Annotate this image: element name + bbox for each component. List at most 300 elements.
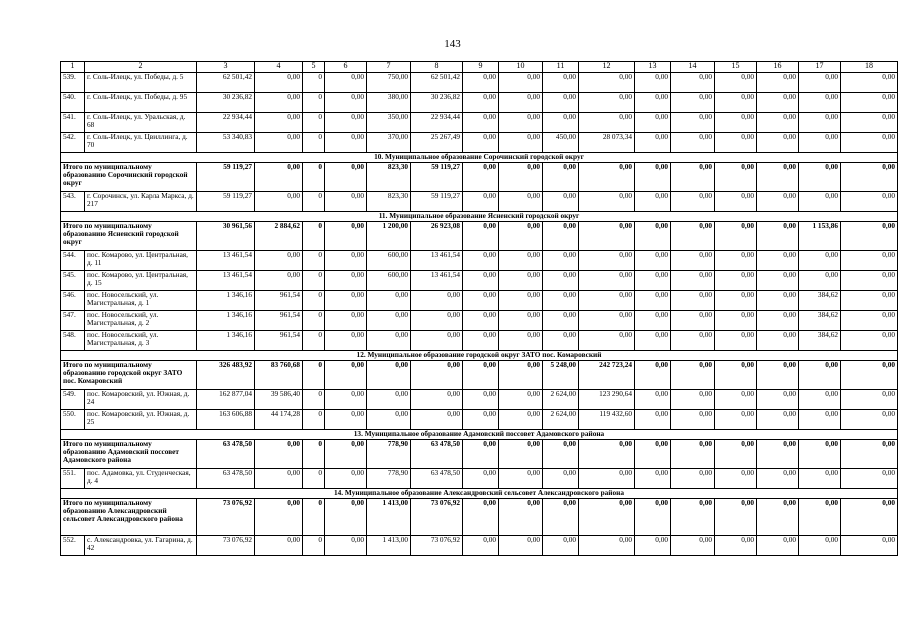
value-cell: 0,00 bbox=[671, 469, 715, 489]
value-cell: 30 236,82 bbox=[411, 93, 463, 113]
column-header: 7 bbox=[367, 62, 411, 73]
subtotal-cell: 0,00 bbox=[799, 440, 841, 469]
value-cell: 0,00 bbox=[841, 73, 898, 93]
subtotal-cell: 0,00 bbox=[325, 361, 367, 390]
value-cell: 39 586,40 bbox=[255, 390, 303, 410]
subtotal-cell: 0,00 bbox=[499, 499, 543, 536]
subtotal-cell: 0,00 bbox=[671, 440, 715, 469]
value-cell: 0,00 bbox=[715, 192, 757, 212]
value-cell: 0,00 bbox=[841, 390, 898, 410]
value-cell: 22 934,44 bbox=[411, 113, 463, 133]
value-cell: 0,00 bbox=[757, 192, 799, 212]
value-cell: 0,00 bbox=[463, 113, 499, 133]
row-number-cell: 549. bbox=[61, 390, 85, 410]
value-cell: 0 bbox=[303, 390, 325, 410]
value-cell: 73 076,92 bbox=[411, 536, 463, 556]
subtotal-label: Итого по муниципальному образованию Сорочинский городской округ bbox=[61, 163, 197, 192]
subtotal-cell: 0,00 bbox=[543, 499, 579, 536]
value-cell: 0,00 bbox=[799, 271, 841, 291]
value-cell: 62 501,42 bbox=[197, 73, 255, 93]
subtotal-cell: 0,00 bbox=[543, 222, 579, 251]
subtotal-cell: 0 bbox=[303, 361, 325, 390]
value-cell: 0,00 bbox=[411, 311, 463, 331]
subtotal-cell: 0,00 bbox=[841, 361, 898, 390]
value-cell: 0,00 bbox=[543, 192, 579, 212]
address-cell: г. Соль-Илецк, ул. Цвиллинга, д. 70 bbox=[85, 133, 197, 153]
value-cell: 0,00 bbox=[715, 311, 757, 331]
value-cell: 0,00 bbox=[499, 331, 543, 351]
subtotal-cell: 0,00 bbox=[799, 499, 841, 536]
value-cell: 0,00 bbox=[463, 390, 499, 410]
value-cell: 0 bbox=[303, 73, 325, 93]
subtotal-cell: 0,00 bbox=[255, 440, 303, 469]
value-cell: 2 624,00 bbox=[543, 410, 579, 430]
value-cell: 2 624,00 bbox=[543, 390, 579, 410]
value-cell: 0,00 bbox=[367, 331, 411, 351]
row-number-cell: 548. bbox=[61, 331, 85, 351]
value-cell: 0,00 bbox=[799, 536, 841, 556]
value-cell: 53 340,83 bbox=[197, 133, 255, 153]
data-table bbox=[60, 61, 898, 556]
value-cell: 0,00 bbox=[635, 113, 671, 133]
value-cell: 0,00 bbox=[463, 93, 499, 113]
value-cell: 0,00 bbox=[757, 113, 799, 133]
value-cell: 73 076,92 bbox=[197, 536, 255, 556]
value-cell: 13 461,54 bbox=[197, 251, 255, 271]
column-header: 14 bbox=[671, 62, 715, 73]
table-row bbox=[61, 93, 898, 113]
value-cell: 0,00 bbox=[757, 93, 799, 113]
value-cell: 0,00 bbox=[463, 331, 499, 351]
subtotal-cell: 73 076,92 bbox=[411, 499, 463, 536]
value-cell: 0 bbox=[303, 93, 325, 113]
value-cell: 0,00 bbox=[255, 251, 303, 271]
column-header: 2 bbox=[85, 62, 197, 73]
value-cell: 0,00 bbox=[463, 291, 499, 311]
value-cell: 0,00 bbox=[715, 73, 757, 93]
address-cell: г. Соль-Илецк, ул. Победы, д. 95 bbox=[85, 93, 197, 113]
value-cell: 0,00 bbox=[499, 73, 543, 93]
value-cell: 0,00 bbox=[671, 536, 715, 556]
table-row bbox=[61, 192, 898, 212]
value-cell: 0,00 bbox=[411, 291, 463, 311]
subtotal-label: Итого по муниципальному образованию Ясненский городской округ bbox=[61, 222, 197, 251]
value-cell: 0,00 bbox=[635, 93, 671, 113]
header-row bbox=[61, 62, 898, 73]
value-cell: 0,00 bbox=[579, 291, 635, 311]
value-cell: 0,00 bbox=[715, 291, 757, 311]
subtotal-cell: 778,90 bbox=[367, 440, 411, 469]
subtotal-cell: 83 760,68 bbox=[255, 361, 303, 390]
address-cell: пос. Адамовка, ул. Студенческая, д. 4 bbox=[85, 469, 197, 489]
value-cell: 370,00 bbox=[367, 133, 411, 153]
value-cell: 0,00 bbox=[255, 113, 303, 133]
value-cell: 1 346,16 bbox=[197, 331, 255, 351]
subtotal-cell: 0,00 bbox=[635, 222, 671, 251]
subtotal-cell: 0,00 bbox=[499, 163, 543, 192]
value-cell: 0,00 bbox=[499, 390, 543, 410]
value-cell: 0,00 bbox=[841, 133, 898, 153]
address-cell: с. Александровка, ул. Гагарина, д. 42 bbox=[85, 536, 197, 556]
value-cell: 0,00 bbox=[499, 410, 543, 430]
subtotal-cell: 0,00 bbox=[671, 222, 715, 251]
value-cell: 0,00 bbox=[757, 73, 799, 93]
value-cell: 0,00 bbox=[499, 93, 543, 113]
value-cell: 823,30 bbox=[367, 192, 411, 212]
subtotal-cell: 0,00 bbox=[841, 163, 898, 192]
value-cell: 0,00 bbox=[671, 331, 715, 351]
value-cell: 0 bbox=[303, 331, 325, 351]
row-number-cell: 546. bbox=[61, 291, 85, 311]
value-cell: 384,62 bbox=[799, 331, 841, 351]
value-cell: 30 236,82 bbox=[197, 93, 255, 113]
value-cell: 0,00 bbox=[799, 133, 841, 153]
value-cell: 384,62 bbox=[799, 311, 841, 331]
value-cell: 0,00 bbox=[671, 390, 715, 410]
value-cell: 0,00 bbox=[715, 536, 757, 556]
subtotal-cell: 0,00 bbox=[411, 361, 463, 390]
subtotal-cell: 0,00 bbox=[635, 163, 671, 192]
value-cell: 0,00 bbox=[757, 311, 799, 331]
subtotal-cell: 0,00 bbox=[671, 361, 715, 390]
subtotal-cell: 0,00 bbox=[635, 499, 671, 536]
value-cell: 59 119,27 bbox=[197, 192, 255, 212]
value-cell: 0,00 bbox=[715, 469, 757, 489]
table-row bbox=[61, 73, 898, 93]
section-title: 10. Муниципальное образование Сорочинский городской округ bbox=[61, 153, 898, 163]
table-row bbox=[61, 133, 898, 153]
subtotal-label: Итого по муниципальному образованию Адамовский поссовет Адамовского района bbox=[61, 440, 197, 469]
table-row bbox=[61, 536, 898, 556]
subtotal-cell: 242 723,24 bbox=[579, 361, 635, 390]
column-header: 15 bbox=[715, 62, 757, 73]
value-cell: 63 478,50 bbox=[411, 469, 463, 489]
value-cell: 0,00 bbox=[499, 133, 543, 153]
subtotal-cell: 0,00 bbox=[715, 361, 757, 390]
subtotal-cell: 0,00 bbox=[325, 163, 367, 192]
subtotal-cell: 0,00 bbox=[841, 440, 898, 469]
value-cell: 0,00 bbox=[543, 93, 579, 113]
value-cell: 0,00 bbox=[411, 390, 463, 410]
value-cell: 0,00 bbox=[715, 133, 757, 153]
value-cell: 13 461,54 bbox=[411, 251, 463, 271]
value-cell: 0,00 bbox=[579, 251, 635, 271]
subtotal-cell: 59 119,27 bbox=[411, 163, 463, 192]
column-header: 17 bbox=[799, 62, 841, 73]
value-cell: 163 606,88 bbox=[197, 410, 255, 430]
value-cell: 0,00 bbox=[325, 390, 367, 410]
section-header-row bbox=[61, 430, 898, 440]
subtotal-cell: 0,00 bbox=[757, 499, 799, 536]
address-cell: пос. Новосельский, ул. Магистральная, д. 3 bbox=[85, 331, 197, 351]
subtotal-cell: 59 119,27 bbox=[197, 163, 255, 192]
value-cell: 0,00 bbox=[579, 271, 635, 291]
column-header: 3 bbox=[197, 62, 255, 73]
column-header: 18 bbox=[841, 62, 898, 73]
value-cell: 0,00 bbox=[671, 73, 715, 93]
value-cell: 0,00 bbox=[579, 331, 635, 351]
value-cell: 0,00 bbox=[757, 390, 799, 410]
value-cell: 0,00 bbox=[799, 251, 841, 271]
value-cell: 0,00 bbox=[463, 73, 499, 93]
column-header: 9 bbox=[463, 62, 499, 73]
subtotal-row bbox=[61, 222, 898, 251]
value-cell: 0,00 bbox=[543, 73, 579, 93]
value-cell: 0,00 bbox=[543, 331, 579, 351]
value-cell: 0,00 bbox=[579, 73, 635, 93]
table-row bbox=[61, 271, 898, 291]
subtotal-cell: 0,00 bbox=[543, 440, 579, 469]
value-cell: 1 413,00 bbox=[367, 536, 411, 556]
value-cell: 0,00 bbox=[841, 93, 898, 113]
value-cell: 0,00 bbox=[671, 291, 715, 311]
value-cell: 0,00 bbox=[841, 113, 898, 133]
value-cell: 25 267,49 bbox=[411, 133, 463, 153]
table-row bbox=[61, 291, 898, 311]
value-cell: 0,00 bbox=[499, 192, 543, 212]
value-cell: 0,00 bbox=[325, 73, 367, 93]
subtotal-cell: 0,00 bbox=[757, 163, 799, 192]
row-number-cell: 550. bbox=[61, 410, 85, 430]
row-number-cell: 543. bbox=[61, 192, 85, 212]
value-cell: 0,00 bbox=[715, 390, 757, 410]
value-cell: 13 461,54 bbox=[411, 271, 463, 291]
column-header: 4 bbox=[255, 62, 303, 73]
value-cell: 0,00 bbox=[463, 536, 499, 556]
value-cell: 0,00 bbox=[671, 133, 715, 153]
value-cell: 0,00 bbox=[499, 536, 543, 556]
address-cell: г. Соль-Илецк, ул. Уральская, д. 68 bbox=[85, 113, 197, 133]
value-cell: 0,00 bbox=[255, 271, 303, 291]
subtotal-cell: 63 478,50 bbox=[411, 440, 463, 469]
value-cell: 0,00 bbox=[635, 73, 671, 93]
value-cell: 0,00 bbox=[411, 410, 463, 430]
value-cell: 0,00 bbox=[757, 291, 799, 311]
subtotal-cell: 0 bbox=[303, 440, 325, 469]
value-cell: 0,00 bbox=[841, 536, 898, 556]
value-cell: 0 bbox=[303, 536, 325, 556]
table-row bbox=[61, 251, 898, 271]
value-cell: 0,00 bbox=[499, 271, 543, 291]
value-cell: 0,00 bbox=[715, 331, 757, 351]
subtotal-cell: 326 483,92 bbox=[197, 361, 255, 390]
column-header: 11 bbox=[543, 62, 579, 73]
value-cell: 1 346,16 bbox=[197, 311, 255, 331]
value-cell: 0,00 bbox=[543, 271, 579, 291]
value-cell: 0,00 bbox=[635, 133, 671, 153]
value-cell: 0,00 bbox=[579, 192, 635, 212]
subtotal-row bbox=[61, 163, 898, 192]
value-cell: 0,00 bbox=[841, 311, 898, 331]
value-cell: 0,00 bbox=[757, 469, 799, 489]
value-cell: 0,00 bbox=[325, 192, 367, 212]
subtotal-cell: 0 bbox=[303, 499, 325, 536]
value-cell: 0,00 bbox=[499, 251, 543, 271]
value-cell: 0,00 bbox=[715, 251, 757, 271]
value-cell: 0,00 bbox=[841, 291, 898, 311]
subtotal-cell: 0,00 bbox=[671, 163, 715, 192]
value-cell: 0,00 bbox=[841, 251, 898, 271]
value-cell: 0,00 bbox=[579, 113, 635, 133]
value-cell: 0,00 bbox=[255, 93, 303, 113]
value-cell: 0 bbox=[303, 469, 325, 489]
table-row bbox=[61, 469, 898, 489]
value-cell: 59 119,27 bbox=[411, 192, 463, 212]
value-cell: 0,00 bbox=[325, 251, 367, 271]
address-cell: пос. Комарово, ул. Центральная, д. 15 bbox=[85, 271, 197, 291]
value-cell: 0,00 bbox=[635, 271, 671, 291]
row-number-cell: 552. bbox=[61, 536, 85, 556]
subtotal-cell: 0 bbox=[303, 163, 325, 192]
value-cell: 450,00 bbox=[543, 133, 579, 153]
row-number-cell: 541. bbox=[61, 113, 85, 133]
value-cell: 0,00 bbox=[255, 536, 303, 556]
value-cell: 0,00 bbox=[499, 311, 543, 331]
value-cell: 0,00 bbox=[757, 251, 799, 271]
row-number-cell: 544. bbox=[61, 251, 85, 271]
value-cell: 0,00 bbox=[635, 251, 671, 271]
row-number-cell: 542. bbox=[61, 133, 85, 153]
value-cell: 0,00 bbox=[799, 93, 841, 113]
subtotal-cell: 0,00 bbox=[799, 361, 841, 390]
value-cell: 0,00 bbox=[579, 311, 635, 331]
subtotal-cell: 0,00 bbox=[499, 440, 543, 469]
subtotal-cell: 26 923,08 bbox=[411, 222, 463, 251]
value-cell: 0,00 bbox=[635, 469, 671, 489]
value-cell: 0,00 bbox=[671, 113, 715, 133]
subtotal-cell: 0,00 bbox=[325, 440, 367, 469]
column-header: 6 bbox=[325, 62, 367, 73]
value-cell: 0 bbox=[303, 133, 325, 153]
value-cell: 0,00 bbox=[757, 271, 799, 291]
value-cell: 0,00 bbox=[543, 113, 579, 133]
value-cell: 0,00 bbox=[325, 291, 367, 311]
subtotal-cell: 0,00 bbox=[715, 499, 757, 536]
subtotal-cell: 0,00 bbox=[579, 163, 635, 192]
value-cell: 0,00 bbox=[757, 331, 799, 351]
value-cell: 380,00 bbox=[367, 93, 411, 113]
value-cell: 28 073,34 bbox=[579, 133, 635, 153]
section-header-row bbox=[61, 351, 898, 361]
value-cell: 0,00 bbox=[255, 133, 303, 153]
value-cell: 0,00 bbox=[463, 251, 499, 271]
value-cell: 0,00 bbox=[671, 251, 715, 271]
subtotal-cell: 0,00 bbox=[499, 361, 543, 390]
value-cell: 600,00 bbox=[367, 271, 411, 291]
subtotal-cell: 63 478,50 bbox=[197, 440, 255, 469]
row-number-cell: 545. bbox=[61, 271, 85, 291]
value-cell: 0,00 bbox=[367, 410, 411, 430]
value-cell: 0,00 bbox=[325, 113, 367, 133]
value-cell: 0,00 bbox=[671, 93, 715, 113]
value-cell: 119 432,60 bbox=[579, 410, 635, 430]
column-header: 1 bbox=[61, 62, 85, 73]
table-row bbox=[61, 311, 898, 331]
value-cell: 0,00 bbox=[543, 291, 579, 311]
value-cell: 63 478,50 bbox=[197, 469, 255, 489]
value-cell: 0,00 bbox=[463, 192, 499, 212]
subtotal-cell: 1 153,86 bbox=[799, 222, 841, 251]
value-cell: 0,00 bbox=[367, 390, 411, 410]
value-cell: 0,00 bbox=[543, 536, 579, 556]
value-cell: 0,00 bbox=[715, 271, 757, 291]
value-cell: 0 bbox=[303, 410, 325, 430]
subtotal-row bbox=[61, 361, 898, 390]
table-row bbox=[61, 390, 898, 410]
subtotal-cell: 0,00 bbox=[255, 499, 303, 536]
value-cell: 22 934,44 bbox=[197, 113, 255, 133]
value-cell: 0,00 bbox=[325, 331, 367, 351]
value-cell: 0,00 bbox=[255, 73, 303, 93]
value-cell: 0,00 bbox=[463, 311, 499, 331]
value-cell: 62 501,42 bbox=[411, 73, 463, 93]
subtotal-cell: 1 413,00 bbox=[367, 499, 411, 536]
value-cell: 0,00 bbox=[841, 271, 898, 291]
subtotal-cell: 0,00 bbox=[799, 163, 841, 192]
table-row bbox=[61, 410, 898, 430]
value-cell: 0 bbox=[303, 271, 325, 291]
subtotal-cell: 0,00 bbox=[671, 499, 715, 536]
subtotal-cell: 0,00 bbox=[757, 361, 799, 390]
subtotal-cell: 1 200,00 bbox=[367, 222, 411, 251]
subtotal-cell: 5 248,00 bbox=[543, 361, 579, 390]
value-cell: 0,00 bbox=[799, 469, 841, 489]
section-title: 12. Муниципальное образование городской округ ЗАТО пос. Комаровский bbox=[61, 351, 898, 361]
value-cell: 0,00 bbox=[841, 410, 898, 430]
subtotal-cell: 0,00 bbox=[463, 499, 499, 536]
value-cell: 162 877,04 bbox=[197, 390, 255, 410]
value-cell: 0,00 bbox=[411, 331, 463, 351]
value-cell: 0,00 bbox=[635, 390, 671, 410]
value-cell: 0,00 bbox=[499, 113, 543, 133]
subtotal-cell: 0,00 bbox=[463, 440, 499, 469]
row-number-cell: 547. bbox=[61, 311, 85, 331]
value-cell: 0,00 bbox=[635, 311, 671, 331]
column-header: 8 bbox=[411, 62, 463, 73]
value-cell: 0,00 bbox=[715, 410, 757, 430]
subtotal-cell: 0,00 bbox=[635, 440, 671, 469]
value-cell: 0,00 bbox=[543, 311, 579, 331]
value-cell: 0,00 bbox=[579, 93, 635, 113]
value-cell: 384,62 bbox=[799, 291, 841, 311]
value-cell: 350,00 bbox=[367, 113, 411, 133]
value-cell: 961,54 bbox=[255, 311, 303, 331]
subtotal-cell: 30 961,56 bbox=[197, 222, 255, 251]
page-number: 143 bbox=[444, 38, 461, 50]
section-title: 11. Муниципальное образование Ясненский городской округ bbox=[61, 212, 898, 222]
value-cell: 0,00 bbox=[635, 410, 671, 430]
subtotal-cell: 823,30 bbox=[367, 163, 411, 192]
value-cell: 0 bbox=[303, 192, 325, 212]
value-cell: 0,00 bbox=[325, 469, 367, 489]
value-cell: 0,00 bbox=[543, 469, 579, 489]
table-row bbox=[61, 331, 898, 351]
value-cell: 13 461,54 bbox=[197, 271, 255, 291]
value-cell: 0,00 bbox=[635, 536, 671, 556]
subtotal-cell: 73 076,92 bbox=[197, 499, 255, 536]
subtotal-cell: 0,00 bbox=[579, 499, 635, 536]
value-cell: 0,00 bbox=[757, 133, 799, 153]
subtotal-cell: 0,00 bbox=[715, 163, 757, 192]
section-header-row bbox=[61, 489, 898, 499]
value-cell: 0,00 bbox=[499, 291, 543, 311]
address-cell: пос. Комаровский, ул. Южная, д. 24 bbox=[85, 390, 197, 410]
value-cell: 0,00 bbox=[715, 113, 757, 133]
value-cell: 0,00 bbox=[799, 192, 841, 212]
address-cell: пос. Комаровский, ул. Южная, д. 25 bbox=[85, 410, 197, 430]
subtotal-cell: 0,00 bbox=[757, 440, 799, 469]
row-number-cell: 551. bbox=[61, 469, 85, 489]
